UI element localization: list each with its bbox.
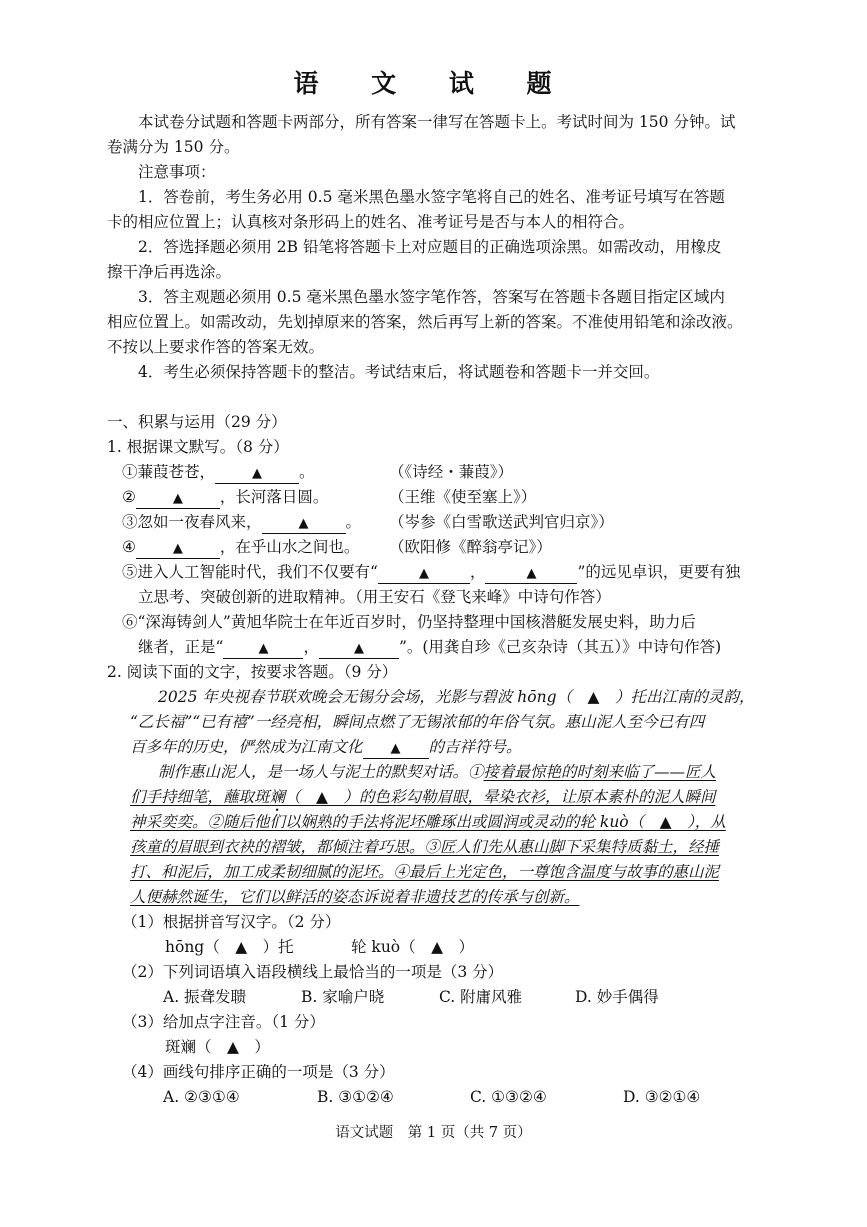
pinyin-item-kuo: 轮 kuò（ ▲ ） (351, 938, 475, 956)
option-b[interactable]: B. ③①②④ (317, 1088, 394, 1106)
option-c[interactable]: C. 附庸风雅 (439, 988, 523, 1006)
answer-blank[interactable]: ▲ (319, 638, 399, 659)
answer-blank[interactable]: ▲ (363, 738, 429, 759)
option-c[interactable]: C. ①③②④ (470, 1088, 547, 1106)
section-heading: 一、积累与运用（29 分） (107, 413, 287, 431)
notice-3c: 不按以上要求作答的答案无效。 (107, 338, 325, 356)
passage-p2-line6: 人便赫然诞生，它们以鲜活的姿态诉说着非遗技艺的传承与创新。 (130, 888, 580, 906)
q1-row-4: ④ ▲ ，在乎山水之间也。 (122, 537, 359, 559)
passage-p2-line4: 孩童的眉眼到衣袂的褶皱，都倾注着巧思。③匠人们先从惠山脚下采集特质黏土，经捶 (130, 838, 720, 856)
answer-blank[interactable]: ▲ (136, 488, 220, 509)
q1-row-1: ①蒹葭苍苍， ▲ 。 (122, 462, 315, 484)
q1-source-1: （《诗经・蒹葭》） (389, 463, 514, 481)
passage-p1-line2: “乙长福”“已有禧”一经亮相，瞬间点燃了无锡浓郁的年俗气氛。惠山泥人至今已有四 (130, 713, 705, 731)
page-footer: 语文试题 第 1 页（共 7 页） (335, 1125, 532, 1141)
q1-row-2: ② ▲ ，长河落日圆。 (122, 487, 328, 509)
notice-2a: 2．答选择题必须用 2B 铅笔将答题卡上对应题目的正确选项涂黑。如需改动，用橡皮 (138, 238, 722, 256)
option-d[interactable]: D. 妙手偶得 (575, 988, 659, 1006)
answer-blank[interactable]: ▲ (215, 463, 299, 484)
q1-row-3: ③忽如一夜春风来， ▲ 。 (122, 512, 361, 534)
answer-blank[interactable]: ▲ (485, 563, 577, 584)
option-a[interactable]: A. ②③①④ (163, 1088, 240, 1106)
answer-blank[interactable]: ▲ (378, 563, 470, 584)
passage-p2-line2: 们手持细笔，蘸取斑斓（ ▲ ）的色彩勾勒眉眼，晕染衣衫，让原本素朴的泥人瞬间 (130, 788, 716, 806)
q1-row-5: ⑤进入人工智能时代，我们不仅要有“ ▲ ， ▲ ”的远见卓识，更要有独 (122, 562, 740, 584)
notice-1b: 卡的相应位置上；认真核对条形码上的姓名、准考证号是否与本人的相符合。 (107, 213, 635, 231)
answer-blank[interactable]: ▲ (136, 538, 220, 559)
dotted-character: 斓 (269, 788, 286, 806)
option-a[interactable]: A. 振聋发聩 (163, 988, 247, 1006)
passage-p2-line3: 神采奕奕。②随后他们以娴熟的手法将泥坯雕琢出或圆润或灵动的轮 kuò（ ▲ ），从 (130, 813, 726, 831)
answer-blank[interactable]: ▲ (262, 513, 346, 534)
q1-row-5-cont: 立思考、突破创新的进取精神。（用王安石《登飞来峰》中诗句作答） (138, 588, 611, 606)
sub-question-3: （3）给加点字注音。（1 分） (122, 1013, 325, 1031)
notice-4: 4．考生必须保持答题卡的整洁。考试结束后，将试题卷和答题卡一并交回。 (138, 363, 660, 381)
pronunciation-item: 斑斓（ ▲ ） (165, 1038, 270, 1056)
q1-source-2: （王维《使至塞上》） (389, 488, 537, 506)
answer-blank[interactable]: ▲ (223, 638, 303, 659)
intro-line-2: 卷满分为 150 分。 (107, 138, 240, 156)
notice-2b: 擦干净后再选涂。 (107, 263, 232, 281)
q1-row-6: ⑥“深海铸剑人”黄旭华院士在年近百岁时，仍坚持整理中国核潜艇发展史料，助力后 (122, 613, 696, 631)
q1-heading: 1. 根据课文默写。（8 分） (107, 438, 289, 456)
q1-source-4: （欧阳修《醉翁亭记》） (389, 538, 552, 556)
passage-p2-line5: 打、和泥后，加工成柔韧细腻的泥坯。④最后上光定色，一尊饱含温度与故事的惠山泥 (130, 863, 720, 881)
notice-heading: 注意事项： (138, 163, 216, 181)
q1-source-3: （岑参《白雪歌送武判官归京》） (389, 513, 614, 531)
pinyin-item-hong: hōng（ ▲ ）托 (165, 938, 294, 956)
sub-question-1: （1）根据拼音写汉字。（2 分） (122, 913, 341, 931)
page-title: 语 文 试 题 (293, 69, 574, 98)
q2-heading: 2. 阅读下面的文字，按要求答题。（9 分） (107, 663, 398, 681)
option-d[interactable]: D. ③②①④ (623, 1088, 701, 1106)
sub-question-4: （4）画线句排序正确的一项是（3 分） (122, 1063, 395, 1081)
notice-1a: 1．答卷前，考生务必用 0.5 毫米黑色墨水签字笔将自己的姓名、准考证号填写在答题 (138, 188, 725, 206)
passage-p1-line3: 百多年的历史，俨然成为江南文化 ▲ 的吉祥符号。 (130, 737, 522, 759)
passage-p2-line1: 制作惠山泥人，是一场人与泥土的默契对话。①接着最惊艳的时刻来临了——匠人 (158, 763, 717, 781)
q1-row-6-cont: 继者，正是“ ▲ ， ▲ ”。(用龚自珍《己亥杂诗（其五）》中诗句作答) (138, 637, 721, 659)
passage-p1-line1: 2025 年央视春节联欢晚会无锡分会场，光影与碧波 hōng（ ▲ ）托出江南的灵韵， (158, 688, 755, 706)
notice-3a: 3．答主观题必须用 0.5 毫米黑色墨水签字笔作答，答案写在答题卡各题目指定区域内 (138, 288, 725, 306)
intro-line-1: 本试卷分试题和答题卡两部分，所有答案一律写在答题卡上。考试时间为 150 分钟。试 (138, 113, 736, 131)
option-b[interactable]: B. 家喻户晓 (301, 988, 385, 1006)
notice-3b: 相应位置上。如需改动，先划掉原来的答案，然后再写上新的答案。不准使用铅笔和涂改液。 (107, 313, 743, 331)
sub-question-2: （2）下列词语填入语段横线上最恰当的一项是（3 分） (122, 963, 504, 981)
